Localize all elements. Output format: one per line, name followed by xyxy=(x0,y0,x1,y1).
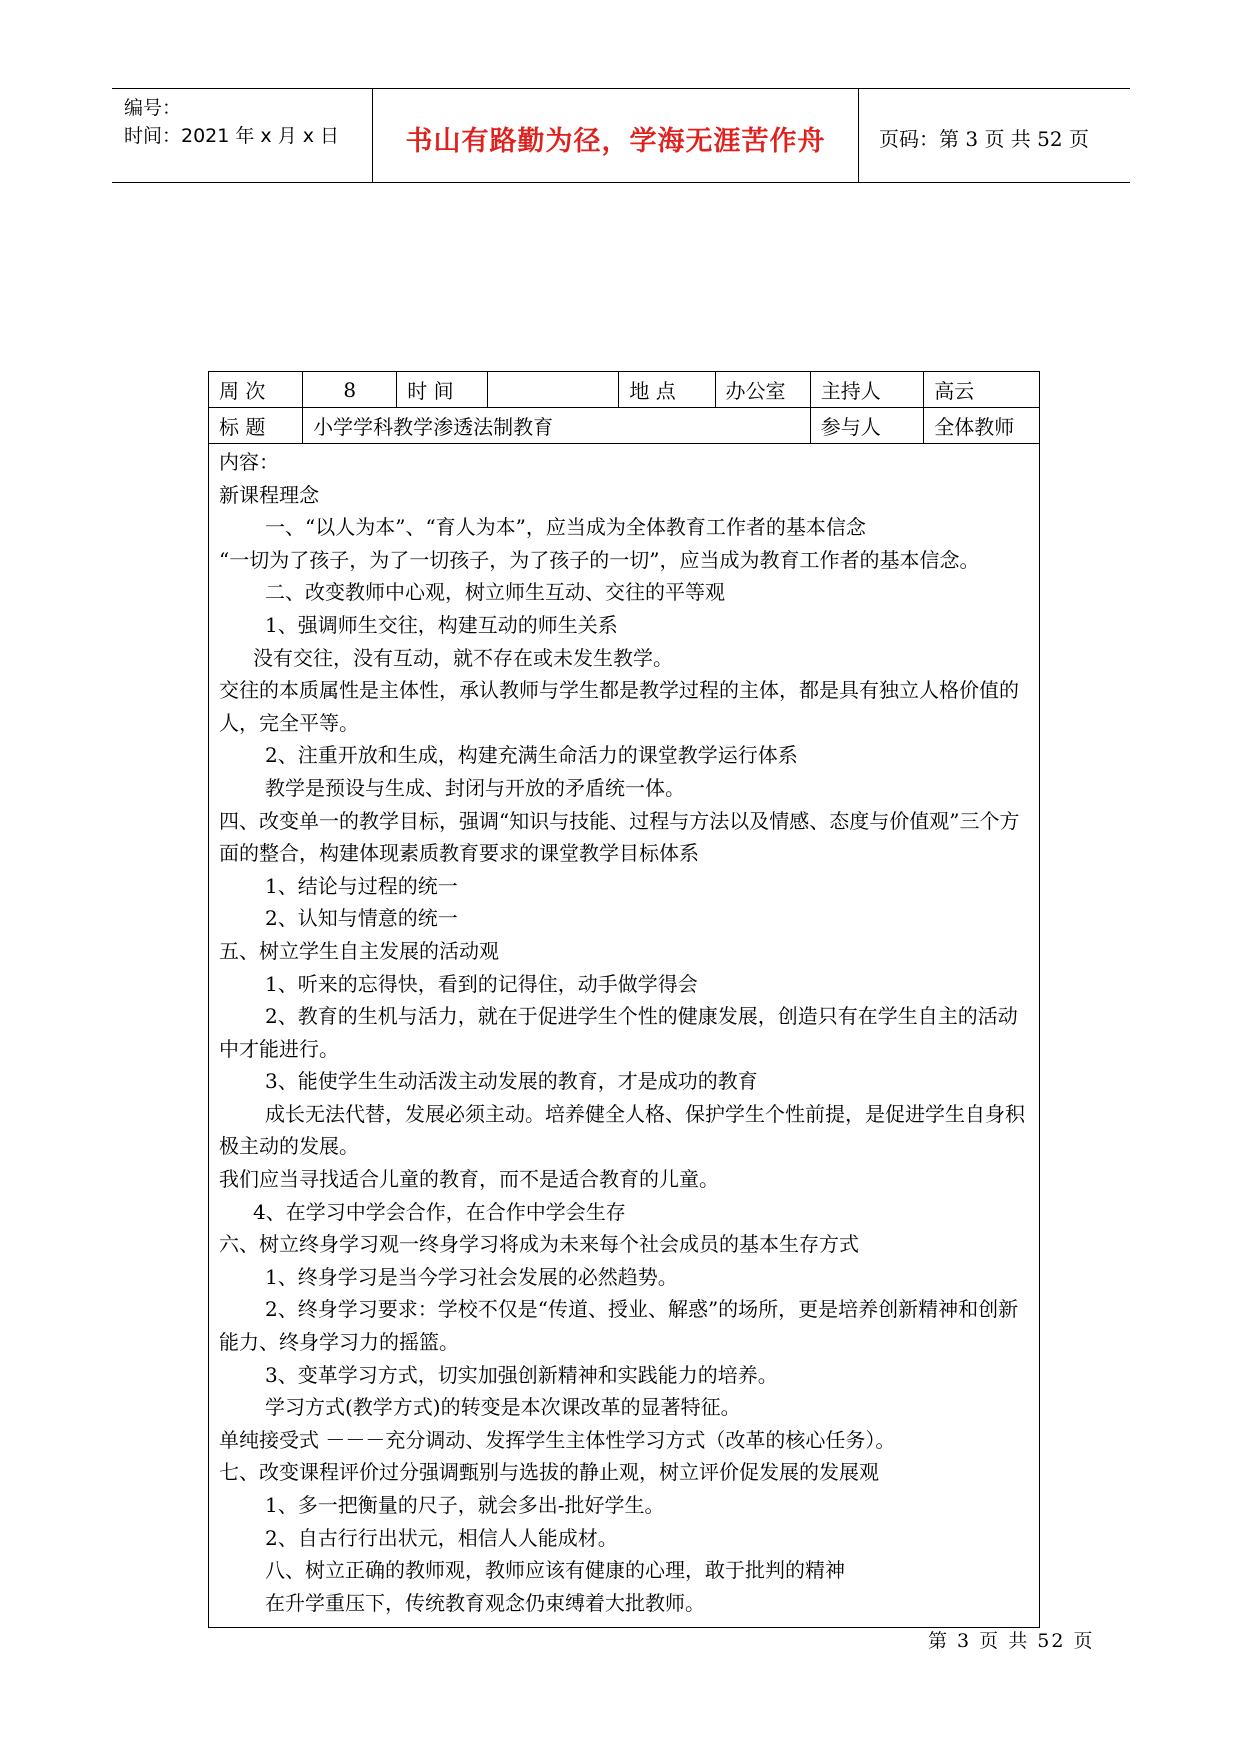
host-label: 主持人 xyxy=(810,372,924,408)
content-paragraph: 2、认知与情意的统一 xyxy=(265,906,458,931)
content-paragraph: 1、终身学习是当今学习社会发展的必然趋势。 xyxy=(265,1264,678,1289)
time-label: 时 间 xyxy=(397,372,488,408)
title-label: 标 题 xyxy=(209,408,303,444)
header-right-cell xyxy=(859,89,1130,182)
participants-label: 参与人 xyxy=(810,408,924,444)
host-value: 高云 xyxy=(924,372,1040,408)
content-paragraph: 2、教育的生机与活力，就在于促进学生个性的健康发展，创造只有在学生自主的活动中才能进行。 xyxy=(219,1004,1018,1061)
content-paragraph: 教学是预设与生成、封闭与开放的矛盾统一体。 xyxy=(265,775,685,800)
week-value: 8 xyxy=(303,372,397,408)
header-page-number: 页码：第 3 页 共 52 页 xyxy=(879,127,1089,151)
content-paragraph: 交往的本质属性是主体性，承认教师与学生都是教学过程的主体，都是具有独立人格价值的人，完全平等。 xyxy=(219,678,1019,735)
content-paragraph: 2、自古行行出状元，相信人人能成材。 xyxy=(265,1525,618,1550)
content-paragraph: 一、“以人为本”、“育人为本”，应当成为全体教育工作者的基本信念 xyxy=(265,515,866,540)
content-paragraph: 1、多一把衡量的尺子，就会多出-批好学生。 xyxy=(265,1493,665,1517)
content-paragraph: 1、强调师生交往，构建互动的师生关系 xyxy=(265,612,618,637)
table-row-meta xyxy=(209,372,1040,408)
place-value: 办公室 xyxy=(715,372,810,408)
time-value xyxy=(488,372,619,408)
place-label: 地 点 xyxy=(619,372,715,408)
content-paragraph: 四、改变单一的教学目标，强调“知识与技能、过程与方法以及情感、态度与价值观”三个方面的整合，构建体现素质教育要求的课堂教学目标体系 xyxy=(219,808,1020,866)
header-center-cell xyxy=(372,89,859,182)
content-paragraph: 我们应当寻找适合儿童的教育，而不是适合教育的儿童。 xyxy=(219,1167,719,1192)
content-paragraph: “一切为了孩子，为了一切孩子，为了孩子的一切”，应当成为教育工作者的基本信念。 xyxy=(219,547,980,572)
content-paragraph: 五、树立学生自主发展的活动观 xyxy=(219,938,499,963)
content-paragraph: 新课程理念 xyxy=(219,482,319,507)
content-paragraph: 2、终身学习要求：学校不仅是“传道、授业、解惑”的场所，更是培养创新精神和创新能力、终身学习力的摇篮。 xyxy=(219,1297,1019,1355)
content-paragraph: 八、树立正确的教师观，教师应该有健康的心理，敢于批判的精神 xyxy=(265,1558,845,1583)
content-paragraph: 六、树立终身学习观一终身学习将成为未来每个社会成员的基本生存方式 xyxy=(219,1232,859,1257)
content-paragraph: 3、能使学生生动活泼主动发展的教育，才是成功的教育 xyxy=(265,1069,758,1094)
content-paragraph: 七、改变课程评价过分强调甄别与选拔的静止观，树立评价促发展的发展观 xyxy=(219,1460,879,1485)
title-value: 小学学科教学渗透法制教育 xyxy=(303,408,811,444)
content-paragraph: 4、在学习中学会合作，在合作中学会生存 xyxy=(253,1199,626,1224)
content-paragraph: 1、听来的忘得快，看到的记得住，动手做学得会 xyxy=(265,971,698,996)
header-motto: 书山有路勤为径，学海无涯苦作舟 xyxy=(405,126,826,157)
content-paragraph: 3、变革学习方式，切实加强创新精神和实践能力的培养。 xyxy=(265,1362,778,1387)
participants-value: 全体教师 xyxy=(924,408,1040,444)
content-paragraph: 学习方式(教学方式)的转变是本次课改革的显著特征。 xyxy=(265,1395,741,1420)
table-row-title xyxy=(209,408,1040,444)
content-paragraph: 没有交往，没有互动，就不存在或未发生教学。 xyxy=(253,645,673,670)
content-paragraph: 2、注重开放和生成，构建充满生命活力的课堂教学运行体系 xyxy=(265,743,798,768)
page-header xyxy=(112,88,1130,183)
content-paragraph: 成长无法代替，发展必须主动。培养健全人格、保护学生个性前提，是促进学生自身积极主动的发展。 xyxy=(219,1101,1025,1159)
document-number-label: 编号： xyxy=(124,97,182,119)
document-date: 时间：2021 年 x 月 x 日 xyxy=(124,125,340,147)
meeting-record-table xyxy=(208,371,1040,1628)
table-row-content xyxy=(209,444,1040,1628)
content-paragraph: 二、改变教师中心观，树立师生互动、交往的平等观 xyxy=(265,580,725,605)
content-paragraph: 1、结论与过程的统一 xyxy=(265,873,458,898)
footer-page-number: 第 3 页 共 52 页 xyxy=(928,1630,1095,1652)
header-left-cell xyxy=(112,89,372,182)
content-cell xyxy=(209,444,1040,1628)
content-paragraph: 内容： xyxy=(219,450,279,474)
week-label: 周 次 xyxy=(209,372,303,408)
content-paragraph: 在升学重压下，传统教育观念仍束缚着大批教师。 xyxy=(265,1590,705,1615)
content-paragraph: 单纯接受式 －－－充分调动、发挥学生主体性学习方式（改革的核心任务）。 xyxy=(219,1427,896,1452)
